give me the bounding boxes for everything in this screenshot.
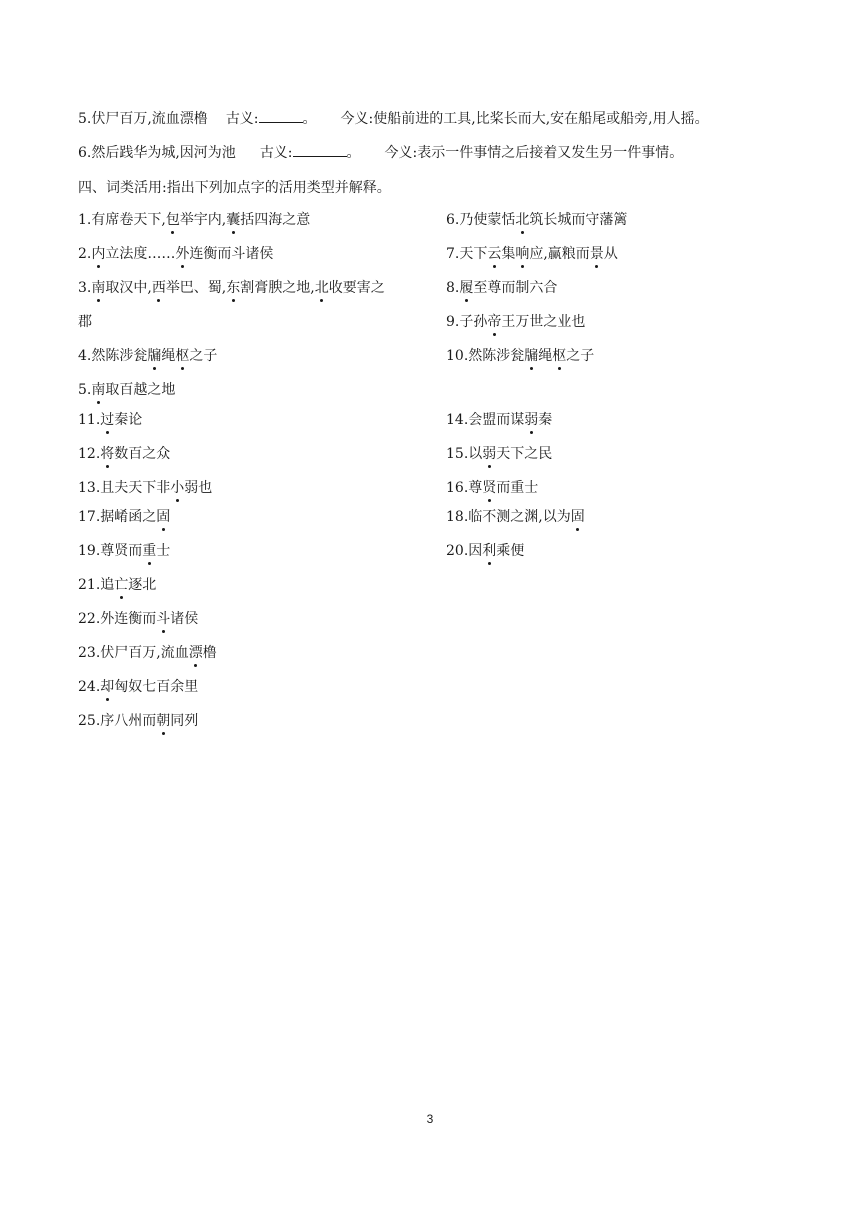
exercise-item	[446, 278, 557, 298]
emphasized-char: 南	[91, 382, 106, 398]
item-text: 括四海之意	[240, 212, 311, 228]
item-text: 举巴、蜀,	[165, 280, 227, 296]
item-text: 然陈涉瓮	[91, 348, 148, 364]
item-text: 然陈涉瓮	[468, 348, 525, 364]
exercise-item	[78, 210, 310, 230]
emphasized-char: 北	[515, 212, 530, 228]
item-number: 14.	[446, 412, 469, 428]
item-number: 20.	[446, 543, 469, 559]
emphasized-char: 弱	[482, 446, 497, 462]
exercise-item	[446, 507, 585, 527]
emphasized-char: 牖	[524, 348, 539, 364]
emphasized-char: 弱	[524, 412, 539, 428]
item-text: 且夫天下非	[100, 480, 171, 496]
item-number: 1.	[78, 212, 92, 228]
emphasized-char: 帝	[487, 314, 502, 330]
item-text: 尊贤而	[100, 543, 143, 559]
item-number: 25.	[78, 713, 101, 729]
item-number: 7.	[446, 246, 460, 262]
item-text: 秦论	[114, 412, 143, 428]
emphasized-char: 斗	[156, 611, 171, 627]
item-number: 8.	[446, 280, 460, 296]
exercise-item	[446, 346, 594, 366]
item-text: 绳	[161, 348, 176, 364]
item-text: 之子	[566, 348, 595, 364]
emphasized-char: 固	[570, 509, 585, 525]
item-text: 绳	[538, 348, 553, 364]
emphasized-char: 枢	[175, 348, 190, 364]
item-text: 秦	[538, 412, 553, 428]
item-number: 4.	[78, 348, 92, 364]
item-text: 尊	[468, 480, 483, 496]
item-number: 17.	[78, 509, 101, 525]
item-number: 5.	[78, 382, 92, 398]
item-text: 而重士	[496, 480, 539, 496]
emphasized-char: 重	[142, 543, 157, 559]
item-text: 追	[100, 577, 115, 593]
exercise-item	[78, 444, 170, 464]
emphasized-char: 外	[175, 246, 190, 262]
item-text: 会盟而谋	[468, 412, 525, 428]
item-text: 逐北	[128, 577, 157, 593]
item-text: 弱也	[184, 480, 213, 496]
item-number: 18.	[446, 509, 469, 525]
emphasized-char: 过	[100, 412, 115, 428]
item-number: 22.	[78, 611, 101, 627]
emphasized-char: 固	[156, 509, 171, 525]
item-text: 连衡而斗诸侯	[189, 246, 274, 262]
item-number: 12.	[78, 446, 101, 462]
item-text: 应,赢粮而	[529, 246, 590, 262]
item-number: 6.	[446, 212, 460, 228]
exercise-item	[446, 244, 618, 264]
gu-label: 古义:	[225, 111, 259, 127]
item-text: 乘便	[496, 543, 525, 559]
exercise-item	[78, 507, 170, 527]
item-text: 取汉中,	[105, 280, 152, 296]
item-number: 11.	[78, 412, 101, 428]
item-number: 3.	[78, 280, 92, 296]
item-top-5: 5.伏尸百万,流血漂橹 古义: 。 今义:使船前进的工具,比桨长而大,安在船尾或船旁,用人摇。	[78, 108, 709, 129]
item-text: 郡	[78, 314, 92, 330]
emphasized-char: 枢	[552, 348, 567, 364]
item-number: 5.	[78, 111, 92, 127]
item-text: 天下之民	[496, 446, 553, 462]
item-text: 集	[501, 246, 516, 262]
exercise-item	[78, 478, 212, 498]
emphasized-char: 朝	[156, 713, 171, 729]
item-text: 王万世之业也	[501, 314, 586, 330]
item-number: 2.	[78, 246, 92, 262]
item-text: 有席卷天下,	[91, 212, 166, 228]
item-text: 据崤函之	[100, 509, 157, 525]
item-text: 从	[603, 246, 618, 262]
item-text: 临不测之渊,以为	[468, 509, 571, 525]
emphasized-char: 包	[165, 212, 180, 228]
gu-label: 古义:	[259, 145, 293, 161]
item-text: 举宇内,	[179, 212, 227, 228]
emphasized-char: 亡	[114, 577, 129, 593]
exercise-item	[78, 575, 156, 595]
item-text: 割膏腴之地,	[240, 280, 315, 296]
emphasized-char: 囊	[226, 212, 241, 228]
emphasized-char: 利	[482, 543, 497, 559]
emphasized-char: 将	[100, 446, 115, 462]
item-number: 6.	[78, 145, 92, 161]
item-number: 16.	[446, 480, 469, 496]
item-number: 15.	[446, 446, 469, 462]
emphasized-char: 贤	[482, 480, 497, 496]
emphasized-char: 却	[100, 679, 115, 695]
page-number: 3	[426, 1112, 434, 1126]
item-text: 数百之众	[114, 446, 171, 462]
answer-blank[interactable]	[293, 142, 347, 157]
item-text: 橹	[202, 645, 217, 661]
exercise-item	[446, 444, 552, 464]
emphasized-char: 漂	[188, 645, 203, 661]
item-text: 乃使蒙恬	[459, 212, 516, 228]
exercise-item	[78, 380, 175, 400]
exercise-item	[446, 541, 524, 561]
item-number: 19.	[78, 543, 101, 559]
item-text: 之子	[189, 348, 218, 364]
item-text: 至尊而制六合	[473, 280, 558, 296]
exercise-item	[446, 210, 627, 230]
exercise-item	[78, 312, 92, 332]
item-text: 取百越之地	[105, 382, 176, 398]
item-text: 士	[156, 543, 171, 559]
exercise-item	[78, 244, 273, 264]
item-text: 以	[468, 446, 483, 462]
emphasized-char: 北	[314, 280, 329, 296]
item-number: 13.	[78, 480, 101, 496]
exercise-item	[78, 609, 198, 629]
emphasized-char: 景	[589, 246, 604, 262]
jin-definition: 今义:使船前进的工具,比桨长而大,安在船尾或船旁,用人摇。	[340, 111, 709, 127]
item-number: 10.	[446, 348, 469, 364]
item-text: 然后践华为城,因河为池	[91, 145, 236, 161]
emphasized-char: 西	[151, 280, 166, 296]
emphasized-char: 牖	[147, 348, 162, 364]
item-text: 收要害之	[328, 280, 385, 296]
emphasized-char: 云	[487, 246, 502, 262]
item-number: 24.	[78, 679, 101, 695]
item-text: 立法度……	[105, 246, 176, 262]
item-text: 匈奴七百余里	[114, 679, 199, 695]
exercise-item	[446, 478, 538, 498]
exercise-item	[78, 346, 217, 366]
exercise-item	[78, 278, 385, 298]
exercise-item	[446, 312, 585, 332]
item-top-6: 6.然后践华为城,因河为池 古义: 。 今义:表示一件事情之后接着又发生另一件事情。	[78, 142, 683, 163]
item-text: 天下	[459, 246, 488, 262]
exercise-item	[78, 677, 198, 697]
item-text: 伏尸百万,流血漂橹	[91, 111, 208, 127]
item-number: 9.	[446, 314, 460, 330]
item-text: 子孙	[459, 314, 488, 330]
emphasized-char: 南	[91, 280, 106, 296]
exercise-item	[78, 711, 198, 731]
emphasized-char: 东	[226, 280, 241, 296]
item-text: 序八州而	[100, 713, 157, 729]
answer-blank[interactable]	[259, 108, 303, 123]
emphasized-char: 内	[91, 246, 106, 262]
emphasized-char: 小	[170, 480, 185, 496]
section-heading: 四、词类活用:指出下列加点字的活用类型并解释。	[78, 180, 391, 196]
item-text: 诸侯	[170, 611, 199, 627]
emphasized-char: 响	[515, 246, 530, 262]
exercise-item	[446, 410, 552, 430]
jin-definition: 今义:表示一件事情之后接着又发生另一件事情。	[384, 145, 684, 161]
item-text: 因	[468, 543, 483, 559]
emphasized-char: 履	[459, 280, 474, 296]
item-text: 伏尸百万,流血	[100, 645, 189, 661]
item-number: 23.	[78, 645, 101, 661]
item-text: 同列	[170, 713, 199, 729]
exercise-item	[78, 541, 170, 561]
item-number: 21.	[78, 577, 101, 593]
item-text: 筑长城而守藩篱	[529, 212, 628, 228]
item-text: 外连衡而	[100, 611, 157, 627]
exercise-item	[78, 410, 142, 430]
exercise-item	[78, 643, 217, 663]
